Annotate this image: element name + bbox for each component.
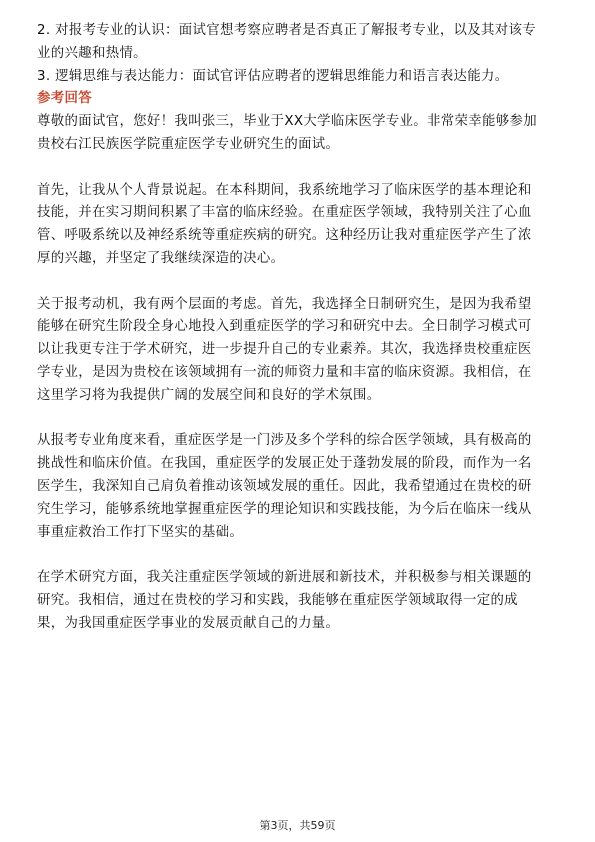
list-item-line: 3. 逻辑思维与表达能力：面试官评估应聘者的逻辑思维能力和语言表达能力。 [37,68,509,84]
section-heading: 参考回答 [37,91,92,107]
paragraph-line: 在学术研究方面，我关注重症医学领域的新进展和新技术，并积极参与相关课题的 [37,570,532,586]
paragraph-line: 贵校右江民族医学院重症医学专业研究生的面试。 [37,136,340,152]
paragraph-line: 技能，并在实习期间积累了丰富的临床经验。在重症医学领域，我特别关注了心血 [37,205,532,221]
paragraph-line: 这里学习将为我提供广阔的发展空间和良好的学术氛围。 [37,387,381,403]
list-item-line: 2. 对报考专业的认识：面试官想考察应聘者是否真正了解报考专业，以及其对该专 [37,23,537,38]
paragraph-line: 医学生，我深知自己肩负着推动该领域发展的重任。因此，我希望通过在贵校的研 [37,478,532,494]
paragraph-gap [37,408,559,431]
paragraph-gap [37,271,559,294]
paragraph-line: 首先，让我从个人背景说起。在本科期间，我系统地学习了临床医学的基本理论和 [37,182,532,198]
paragraph-line: 究生学习，能够系统地掌握重症医学的理论知识和实践技能，为今后在临床一线从 [37,501,532,517]
paragraph [37,111,559,157]
paragraph-line: 以让我更专注于学术研究，进一步提升自己的专业素养。其次，我选择贵校重症医 [37,342,532,358]
page-number-footer: 第3页，共59页 [259,819,336,832]
paragraph-line: 厚的兴趣，并坚定了我继续深造的决心。 [37,250,285,266]
paragraph-line: 研究。我相信，通过在贵校的学习和实践，我能够在重症医学领域取得一定的成 [37,592,518,608]
paragraph-line: 管、呼吸系统以及神经系统等重症疾病的研究。这种经历让我对重症医学产生了浓 [37,228,532,244]
paragraph-gap [37,157,559,180]
list-item-line: 业的兴趣和热情。 [37,45,147,61]
paragraph-line: 挑战性和临床价值。在我国，重症医学的发展正处于蓬勃发展的阶段，而作为一名 [37,456,532,472]
paragraph-line: 尊敬的面试官，您好！我叫张三，毕业于XX大学临床医学专业。非常荣幸能够参加 [37,114,537,130]
paragraph-line: 学专业，是因为贵校在该领域拥有一流的师资力量和丰富的临床资源。我相信，在 [37,364,532,380]
paragraph-line: 果，为我国重症医学事业的发展贡献自己的力量。 [37,615,340,631]
paragraph [37,430,559,544]
paragraph-line: 事重症救治工作打下坚实的基础。 [37,524,244,540]
question-points-list [37,20,559,88]
paragraph-gap [37,544,559,567]
paragraph-line: 从报考专业角度来看，重症医学是一门涉及多个学科的综合医学领域，具有极高的 [37,433,532,449]
paragraph [37,294,559,408]
paragraph [37,180,559,271]
paragraph-line: 能够在研究生阶段全身心地投入到重症医学的学习和研究中去。全日制学习模式可 [37,319,532,335]
paragraph-line: 关于报考动机，我有两个层面的考虑。首先，我选择全日制研究生，是因为我希望 [37,296,532,312]
page-content [37,20,559,636]
paragraph [37,567,559,635]
answer-body [37,111,559,635]
